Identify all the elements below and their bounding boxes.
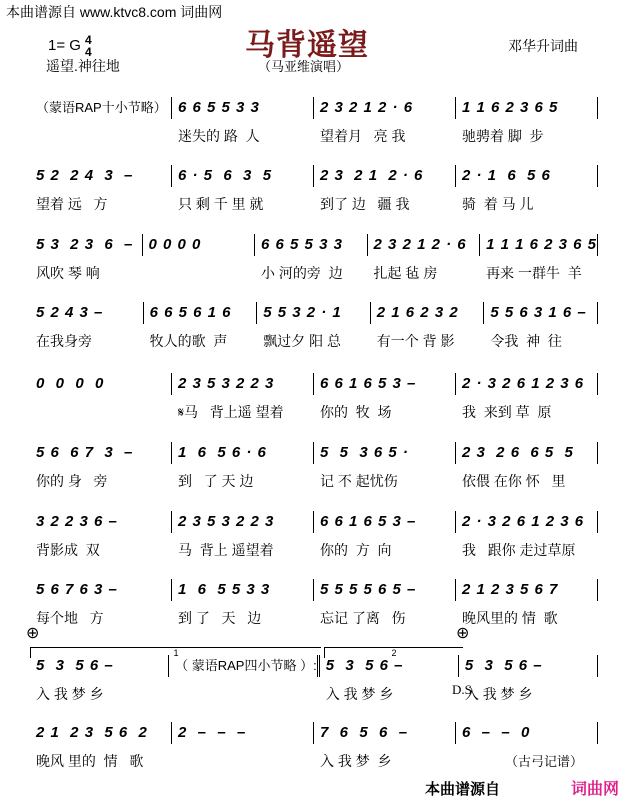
measure-notes: 3 2 2 3 6 – <box>30 511 172 533</box>
measure <box>459 655 598 705</box>
measure-lyrics: 望着 远 方 <box>36 196 108 212</box>
footer-source: 本曲谱源自 <box>425 781 501 798</box>
measure-notes: 7 6 5 6 – <box>314 722 456 744</box>
measure-notes: （蒙语RAP十小节略） <box>30 97 172 119</box>
measure-lyrics: 驰骋着 脚 步 <box>462 128 544 144</box>
measure-notes: 5 5 3 6 5 · <box>314 442 456 464</box>
transcriber-credit: （古弓记谱） <box>505 754 584 769</box>
measure-lyrics: 入 我 梦 乡 <box>36 686 104 702</box>
measure <box>484 302 598 352</box>
measure <box>30 234 143 284</box>
measure-lyrics <box>30 125 172 147</box>
measure-notes: 6 – – 0 <box>456 722 598 744</box>
measure <box>30 579 172 629</box>
measure <box>314 165 456 215</box>
measure-lyrics: 在我身旁 <box>36 333 92 349</box>
dal-segno-mark: D.S <box>452 682 472 697</box>
footer-site-logo: 词曲网 <box>571 781 620 798</box>
measure <box>456 373 598 423</box>
measure <box>456 97 598 147</box>
time-top: 4 <box>84 33 92 47</box>
measure-lyrics: 望着月 亮 我 <box>320 128 406 144</box>
measure <box>30 655 169 705</box>
volta-1: 1 <box>30 647 321 658</box>
measure-lyrics: 到 了 天 边 <box>178 473 254 489</box>
measure <box>169 655 320 705</box>
measure-notes: 6 · 5 6 3 5 <box>172 165 314 187</box>
measure-lyrics: 马 背上 遥望着 <box>178 542 274 558</box>
measure-notes: 0 0 0 0 <box>30 373 172 395</box>
measure-notes: 5 5 3 2 · 1 <box>257 302 371 324</box>
measure-lyrics: 扎起 毡 房 <box>373 265 438 281</box>
measure <box>30 373 172 423</box>
measure-notes: 5 5 5 5 6 5 – <box>314 579 456 601</box>
measure-notes: 5 6 7 6 3 – <box>30 579 172 601</box>
measure <box>30 97 172 147</box>
measure-lyrics: 晚风 里的 情 歌 <box>36 753 144 769</box>
measure-notes: 5 3 2 3 6 – <box>30 234 143 256</box>
measure-lyrics: 骑 着 马 儿 <box>462 196 534 212</box>
measure-lyrics: 令我 神 往 <box>490 333 562 349</box>
measure-notes: （ 蒙语RAP四小节略 ）: <box>169 655 320 677</box>
coda-sign-icon: ⊕ <box>456 625 470 642</box>
measure-notes: 2 1 6 2 3 2 <box>371 302 485 324</box>
measure <box>456 511 598 561</box>
measure-lyrics: 晚风里的 情 歌 <box>462 610 558 626</box>
measure-notes: 5 5 6 3 1 6 – <box>484 302 598 324</box>
measure-lyrics: 有一个 背 影 <box>376 333 455 349</box>
measure-lyrics: 再来 一群牛 羊 <box>486 265 582 281</box>
measure-notes: 2 3 2 6 6 5 5 <box>456 442 598 464</box>
measure-lyrics: 背影成 双 <box>36 542 100 558</box>
measure <box>314 511 456 561</box>
measure-lyrics: 你的 方 向 <box>320 542 392 558</box>
measure-lyrics: 依偎 在你 怀 里 <box>462 473 566 489</box>
measure <box>30 511 172 561</box>
measure-notes: 2 3 5 3 2 2 3 <box>172 511 314 533</box>
key: 1= G <box>48 36 81 54</box>
measure-notes: 5 3 5 6 – <box>320 655 459 677</box>
time-signature <box>85 34 92 58</box>
measure-lyrics: 到了 边 疆 我 <box>320 196 410 212</box>
measure-notes: 2 3 2 1 2 · 6 <box>314 165 456 187</box>
score-row <box>30 302 598 352</box>
measure <box>30 722 172 772</box>
measure-notes: 2 3 5 3 2 2 3 <box>172 373 314 395</box>
measure-notes: 2 3 2 1 2 · 6 <box>368 234 481 256</box>
measure-lyrics: 你的 身 旁 <box>36 473 108 489</box>
measure-lyrics: 迷失的 路 人 <box>178 128 260 144</box>
score-row <box>30 442 598 492</box>
measure <box>257 302 371 352</box>
measure-notes: 2 · 1 6 5 6 <box>456 165 598 187</box>
measure-lyrics: 𝄋马 背上遥 望着 <box>178 404 284 420</box>
measure-lyrics: 入 我 梦 乡 <box>464 686 533 702</box>
measure-lyrics: 风吹 琴 响 <box>36 265 100 281</box>
measure-notes: 6 6 5 5 3 3 <box>172 97 314 119</box>
measure <box>172 722 314 772</box>
measure <box>172 579 314 629</box>
measure-lyrics <box>172 750 314 772</box>
measure-lyrics: 到 了 天 边 <box>178 610 262 626</box>
measure <box>144 302 258 352</box>
measure-lyrics: 我 跟你 走过草原 <box>462 542 576 558</box>
measure-notes: 6 6 1 6 5 3 – <box>314 511 456 533</box>
measure-notes: 2 · 3 2 6 1 2 3 6 <box>456 511 598 533</box>
measure-notes: 2 3 2 1 2 · 6 <box>314 97 456 119</box>
measure-lyrics: 忘记 了离 伤 <box>320 610 406 626</box>
measure-notes: 5 2 2 4 3 – <box>30 165 172 187</box>
measure-notes: 5 3 5 6 – <box>30 655 169 677</box>
score-row <box>30 234 598 284</box>
measure <box>172 97 314 147</box>
score-row <box>30 373 598 423</box>
measure <box>314 97 456 147</box>
measure <box>172 373 314 423</box>
measure <box>320 655 459 705</box>
measure <box>30 165 172 215</box>
measure-notes: 2 1 2 3 5 6 7 <box>456 579 598 601</box>
measure <box>172 165 314 215</box>
measure-lyrics: 飘过夕 阳 总 <box>263 333 341 349</box>
song-title: 马背遥望 <box>245 29 369 62</box>
measure <box>143 234 256 284</box>
measure <box>30 442 172 492</box>
measure-notes: 0 0 0 0 <box>143 234 256 256</box>
measure <box>30 302 144 352</box>
score-row <box>30 165 598 215</box>
measure <box>371 302 485 352</box>
measure-lyrics <box>169 683 320 705</box>
source-line: 本曲谱源自 www.ktvc8.com 词曲网 <box>6 4 223 20</box>
measure-notes: 6 6 5 6 1 6 <box>144 302 258 324</box>
measure-lyrics: 记 不 起忧伤 <box>320 473 398 489</box>
measure <box>456 579 598 629</box>
measure-lyrics: 只 剩 千 里 就 <box>178 196 264 212</box>
measure <box>456 165 598 215</box>
measure-notes: 1 1 1 6 2 3 6 5 <box>480 234 598 256</box>
tempo-style: 遥望.神往地 <box>46 58 120 74</box>
measure-notes: 5 2 4 3 – <box>30 302 144 324</box>
measure <box>172 442 314 492</box>
measure-lyrics: 入 我 梦 乡 <box>325 686 394 702</box>
score-row <box>30 511 598 561</box>
score-row <box>30 579 598 629</box>
measure <box>314 579 456 629</box>
measure <box>314 722 456 772</box>
measure-notes: 2 1 2 3 5 6 2 <box>30 722 172 744</box>
author: 邓华升词曲 <box>508 38 578 54</box>
measure-notes: 5 6 6 7 3 – <box>30 442 172 464</box>
measure-lyrics: 牧人的歌 声 <box>149 333 228 349</box>
measure <box>480 234 598 284</box>
measure <box>368 234 481 284</box>
measure <box>456 442 598 492</box>
measure-notes: 1 6 5 6 · 6 <box>172 442 314 464</box>
measure-lyrics: 我 来到 草 原 <box>462 404 552 420</box>
measure-notes: 1 1 6 2 3 6 5 <box>456 97 598 119</box>
singer: （马亚维演唱） <box>258 59 350 74</box>
measure <box>255 234 368 284</box>
measure <box>314 442 456 492</box>
measure-notes: 2 – – – <box>172 722 314 744</box>
measure-notes: 6 6 5 5 3 3 <box>255 234 368 256</box>
measure-notes: 6 6 1 6 5 3 – <box>314 373 456 395</box>
measure-lyrics: 你的 牧 场 <box>320 404 392 420</box>
measure-lyrics: 小 河的旁 边 <box>261 265 343 281</box>
time-bottom: 4 <box>84 45 92 59</box>
score-row <box>30 655 598 705</box>
measure-notes: 5 3 5 6 – <box>459 655 598 677</box>
measure-lyrics: 每个地 方 <box>36 610 104 626</box>
volta-2: 2 <box>324 647 463 658</box>
measure <box>314 373 456 423</box>
measure-lyrics: 入 我 梦 乡 <box>320 753 392 769</box>
measure-lyrics <box>143 262 256 284</box>
coda-sign-icon: ⊕ <box>26 625 40 642</box>
measure <box>172 511 314 561</box>
key-signature <box>48 34 92 58</box>
measure-lyrics <box>30 401 172 423</box>
measure-notes: 2 · 3 2 6 1 2 3 6 <box>456 373 598 395</box>
score-row <box>30 97 598 147</box>
measure-notes: 1 6 5 5 3 3 <box>172 579 314 601</box>
